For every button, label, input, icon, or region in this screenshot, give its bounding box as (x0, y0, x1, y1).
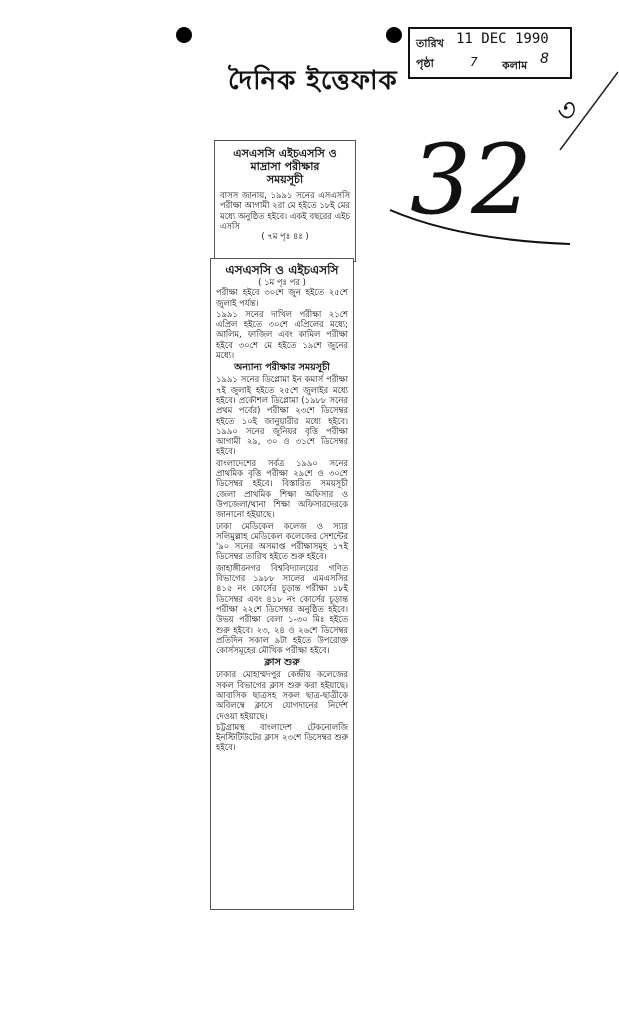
handwritten-corner-mark: ৩ (548, 92, 583, 133)
clipping-top-continued: ( ৭ম পৃঃ ৪ঃ ) (261, 231, 309, 242)
stamp-column-label: কলাম (502, 59, 528, 72)
clipping-main (210, 258, 354, 910)
stamp-column-value: 8 (540, 51, 549, 67)
clipping-top-headline (215, 147, 355, 186)
clipping-main-subheading-2: ক্লাস শুরু (264, 657, 300, 669)
clipping-main-headline: এসএসসি ও এইচএসসি (225, 263, 339, 277)
clipping-main-body-3 (211, 669, 353, 752)
paragraph: ঢাকার মোহাম্মদপুর কেন্দ্রীয় কলেজের সকল বিভাগের ক্লাস শুরু করা হইয়াছে। আবাসিক ছাত্রসহ সকল ছাত্র-ছাত্রীকে অবিলম্বে ক্লাসে যোগদানের নির্দেশ দেওয়া হইয়াছে। (216, 669, 348, 721)
stamp-page-label: পৃষ্ঠা (416, 57, 434, 70)
paragraph: ঢাকা মেডিকেল কলেজ ও স্যার সলিমুল্লাহ মেডিকেল কলেজের সেশন্টের '৯০ সনের অসমাপ্ত পরীক্ষাসমূহ ১৭ই ডিসেম্বর তারিখ হইতে শুরু হইবে। (216, 520, 348, 562)
pencil-stroke (540, 70, 619, 160)
handwritten-underline (380, 200, 580, 250)
stamp-page-value: 7 (470, 55, 478, 69)
clipping-top-body: বাসস জানায়, ১৯৯১ সনের এসএসসি পরীক্ষা আগামী ২রা মে হইতে ১৮ই মের মধ্যে অনুষ্ঠিত হইবে। একই বছরের এইচ এসসি (220, 190, 350, 231)
paragraph: ১৯৯১ সনের দাখিল পরীক্ষা ২১শে এপ্রিল হইতে ৩০শে এপ্রিলের মধ্যে; আলিম, ফাজিল এবং কামিল পরীক্ষা হইবে ৩০শে মে হইতে ১৯শে জুনের মধ্যে। (216, 308, 348, 361)
stamp-date-label: তারিখ (416, 37, 444, 50)
clipping-main-subheading-1: অন্যান্য পরীক্ষার সময়সূচী (234, 362, 330, 374)
paragraph: জাহাঙ্গীরনগর বিশ্ববিদ্যালয়ের গণিত বিভাগের ১৯৮৮ সালের এমএসসির ৪১৫ নং কোর্সের চূড়ান্ত পরীক্ষা ১৮ই ডিসেম্বর এবং ৪১৮ নং কোর্সের চূড়ান্ত পরীক্ষা ২২শে ডিসেম্বর অনুষ্ঠিত হইবে। উভয় পরীক্ষা বেলা ১-৩০ মিঃ হইতে শুরু হইবে। ২৩, ২৪ ও ২৬শে ডিসেম্বর প্রতিদিন সকাল ৯টা হইতে উপরোক্ত কোর্সসমূহের মৌখিক পরীক্ষা হইবে। (216, 562, 348, 656)
handwritten-page-number: 32 (410, 124, 533, 236)
clipping-top (214, 140, 356, 262)
punch-hole-right (386, 27, 402, 43)
headline-line-1: এসএসসি এইচএসসি ও (233, 147, 337, 160)
clipping-main-from-page: ( ১ম পৃঃ পর ) (258, 277, 306, 287)
paragraph: চট্টগ্রামস্থ বাংলাদেশ টেকনোলজি ইনস্টিটিউটের ক্লাস ২৩শে ডিসেম্বর শুরু হইবে। (216, 721, 348, 753)
paragraph: পরীক্ষা হইবে ৩০শে জুন হইতে ২৫শে জুলাই পর্যন্ত। (216, 287, 348, 308)
newspaper-name: দৈনিক ইত্তেফাক (228, 66, 398, 96)
clipping-main-body-2 (211, 374, 353, 655)
stamp-date-value: 11 DEC 1990 (456, 31, 549, 47)
paragraph: বাংলাদেশের সর্বত্র ১৯৯০ সনের প্রাথমিক বৃত্তি পরীক্ষা ২৯শে ও ৩০শে ডিসেম্বর হইবে। বিস্তারিত সময়সূচী জেলা প্রাথমিক শিক্ষা অফিসার ও উপজেলা/থানা শিক্ষা অফিসারদেরকে জানানো হইয়াছে। (216, 457, 348, 520)
punch-hole-left (176, 27, 192, 43)
headline-line-2: মাদ্রাসা পরীক্ষার (250, 160, 320, 173)
headline-line-3: সময়সূচী (266, 173, 304, 186)
clipping-main-body-1 (211, 287, 353, 360)
paragraph: ১৯৯১ সনের ডিপ্লোমা ইন কমার্স পরীক্ষা ৭ই জুলাই হইতে ২৫শে জুলাইর মধ্যে হইবে। প্রকৌশল ডিপ্লোমা (১৯৮৮ সনের প্রথম পর্বের) পরীক্ষা ২৩শে ডিসেম্বর হইতে ১০ই জানুয়ারীর মধ্যে হইবে। ১৯৯০ সনের জুনিয়র বৃত্তি পরীক্ষা আগামী ২৯, ৩০ ও ৩১শে ডিসেম্বর হইবে। (216, 374, 348, 457)
